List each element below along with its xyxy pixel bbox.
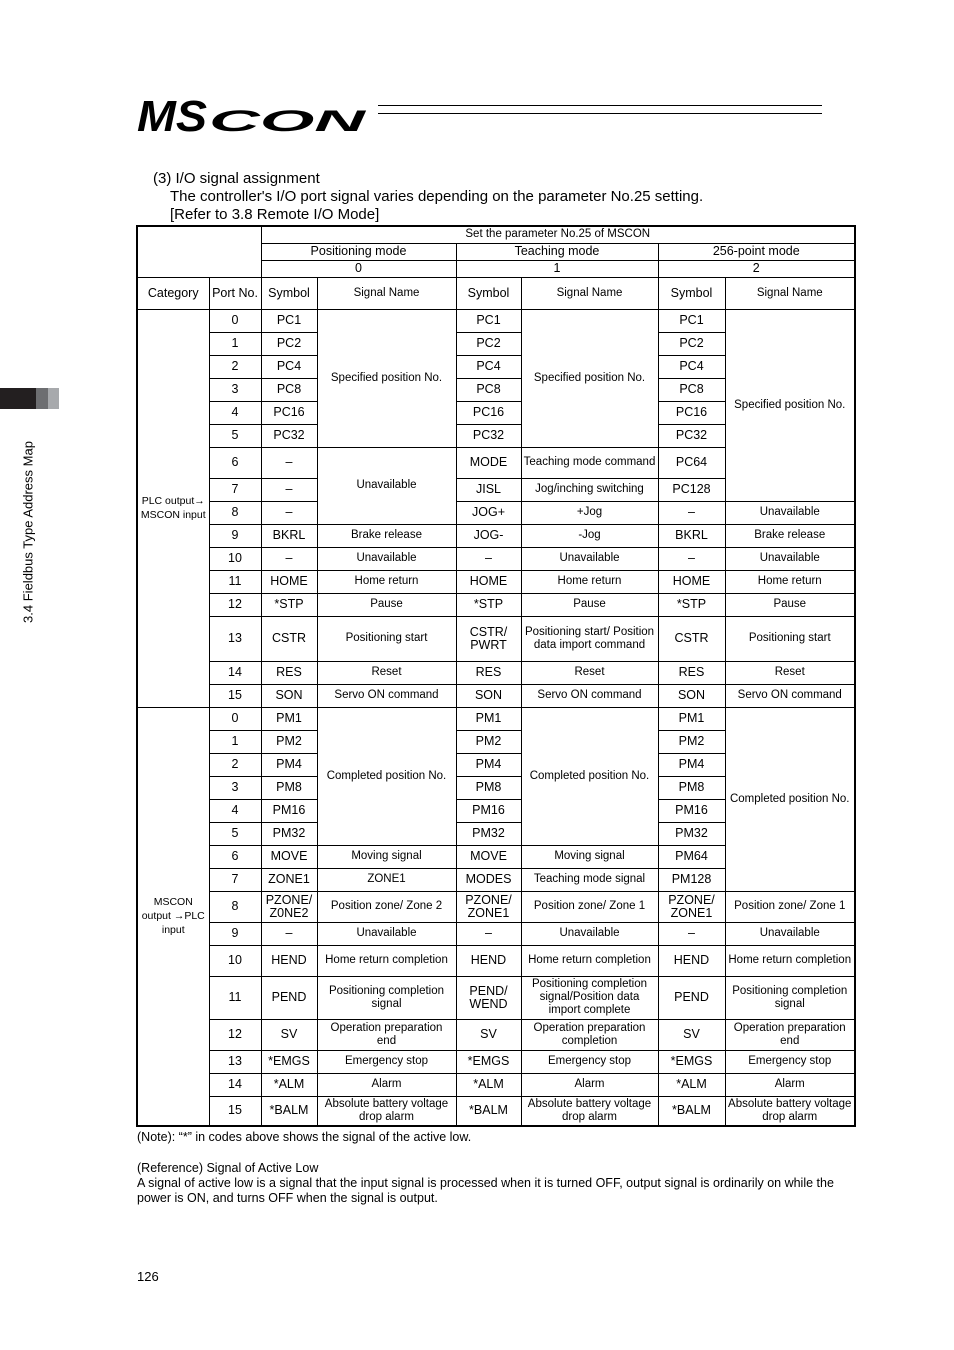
signal-name: Unavailable bbox=[317, 447, 456, 524]
table-row bbox=[137, 501, 855, 524]
signal-name: Positioning start bbox=[317, 616, 456, 661]
signal-name: Home return bbox=[317, 570, 456, 593]
symbol: SON bbox=[261, 684, 317, 707]
signal-name: Completed position No. bbox=[725, 707, 855, 891]
symbol: *ALM bbox=[456, 1073, 521, 1096]
symbol: PC16 bbox=[658, 401, 725, 424]
symbol: PM1 bbox=[658, 707, 725, 730]
blank-header-cell bbox=[137, 226, 261, 277]
signal-name: Home return completion bbox=[317, 945, 456, 976]
symbol: PM8 bbox=[456, 776, 521, 799]
header-signal: Signal Name bbox=[725, 277, 855, 309]
symbol: PM2 bbox=[456, 730, 521, 753]
mode-value: 1 bbox=[456, 260, 658, 277]
symbol: MOVE bbox=[261, 845, 317, 868]
table-row bbox=[137, 570, 855, 593]
symbol: *EMGS bbox=[261, 1050, 317, 1073]
mode-name: Teaching mode bbox=[456, 243, 658, 260]
symbol: PC32 bbox=[456, 424, 521, 447]
symbol: SV bbox=[261, 1019, 317, 1050]
signal-name: Specified position No. bbox=[725, 309, 855, 501]
port-number: 6 bbox=[209, 845, 261, 868]
reference-title: (Reference) Signal of Active Low bbox=[137, 1161, 319, 1175]
signal-name: Operation preparation end bbox=[725, 1019, 855, 1050]
symbol: PC8 bbox=[261, 378, 317, 401]
symbol: *EMGS bbox=[658, 1050, 725, 1073]
port-number: 4 bbox=[209, 799, 261, 822]
symbol: HEND bbox=[456, 945, 521, 976]
symbol: PM1 bbox=[261, 707, 317, 730]
header-rule-top bbox=[378, 105, 822, 106]
symbol: SV bbox=[658, 1019, 725, 1050]
signal-name: Unavailable bbox=[725, 501, 855, 524]
symbol: PC8 bbox=[658, 378, 725, 401]
chapter-tab bbox=[0, 388, 59, 409]
signal-name: Unavailable bbox=[317, 547, 456, 570]
signal-name: Teaching mode signal bbox=[521, 868, 658, 891]
symbol: PM2 bbox=[261, 730, 317, 753]
signal-name: Pause bbox=[521, 593, 658, 616]
port-number: 12 bbox=[209, 1019, 261, 1050]
symbol: *BALM bbox=[261, 1096, 317, 1126]
signal-name: Home return bbox=[521, 570, 658, 593]
symbol: PZONE/ Z0NE2 bbox=[261, 891, 317, 922]
symbol: – bbox=[456, 922, 521, 945]
signal-name: Position zone/ Zone 1 bbox=[521, 891, 658, 922]
table-row bbox=[137, 547, 855, 570]
signal-name: Jog/inching switching bbox=[521, 478, 658, 501]
symbol: *BALM bbox=[456, 1096, 521, 1126]
section-intro bbox=[153, 170, 703, 224]
port-number: 1 bbox=[209, 332, 261, 355]
header-symbol: Symbol bbox=[658, 277, 725, 309]
reference-body: A signal of active low is a signal that the input signal is processed when it is turned OFF, output signal is ordinarily on while the power is ON, and turns OFF when the signal is output. bbox=[137, 1176, 834, 1205]
signal-name: Positioning completion signal/Position data import complete bbox=[521, 976, 658, 1019]
signal-name: Home return completion bbox=[725, 945, 855, 976]
svg-text:CON: CON bbox=[209, 105, 369, 138]
symbol: BKRL bbox=[658, 524, 725, 547]
signal-name: Unavailable bbox=[521, 547, 658, 570]
symbol: JOG- bbox=[456, 524, 521, 547]
port-number: 14 bbox=[209, 1073, 261, 1096]
signal-name: Operation preparation end bbox=[317, 1019, 456, 1050]
mode-value: 0 bbox=[261, 260, 456, 277]
section-heading: (3) I/O signal assignment bbox=[153, 170, 320, 187]
symbol: – bbox=[261, 501, 317, 524]
symbol: *STP bbox=[456, 593, 521, 616]
signal-name: Position zone/ Zone 2 bbox=[317, 891, 456, 922]
signal-name: Reset bbox=[725, 661, 855, 684]
port-number: 5 bbox=[209, 424, 261, 447]
symbol: SON bbox=[456, 684, 521, 707]
symbol: *BALM bbox=[658, 1096, 725, 1126]
port-number: 15 bbox=[209, 1096, 261, 1126]
reference-block bbox=[137, 1161, 857, 1206]
port-number: 5 bbox=[209, 822, 261, 845]
table-row bbox=[137, 593, 855, 616]
table-row bbox=[137, 524, 855, 547]
svg-text:MS: MS bbox=[137, 93, 207, 141]
symbol: PM8 bbox=[658, 776, 725, 799]
symbol: PM32 bbox=[456, 822, 521, 845]
symbol: *STP bbox=[658, 593, 725, 616]
port-number: 13 bbox=[209, 616, 261, 661]
symbol: PC32 bbox=[658, 424, 725, 447]
symbol: PM32 bbox=[658, 822, 725, 845]
table-row bbox=[137, 707, 855, 730]
intro-text: The controller's I/O port signal varies depending on the parameter No.25 setting. bbox=[170, 188, 704, 205]
port-number: 9 bbox=[209, 922, 261, 945]
category-plc-output: PLC output→ MSCON input bbox=[137, 309, 209, 707]
symbol: RES bbox=[456, 661, 521, 684]
param-header: Set the parameter No.25 of MSCON bbox=[261, 226, 855, 243]
symbol: *STP bbox=[261, 593, 317, 616]
signal-name: Brake release bbox=[317, 524, 456, 547]
symbol: CSTR/ PWRT bbox=[456, 616, 521, 661]
symbol: – bbox=[658, 547, 725, 570]
intro-reference: [Refer to 3.8 Remote I/O Mode] bbox=[170, 206, 380, 223]
signal-name: Emergency stop bbox=[521, 1050, 658, 1073]
signal-name: Alarm bbox=[317, 1073, 456, 1096]
mode-value: 2 bbox=[658, 260, 855, 277]
symbol: PEND/ WEND bbox=[456, 976, 521, 1019]
signal-name: Completed position No. bbox=[317, 707, 456, 845]
symbol: RES bbox=[658, 661, 725, 684]
signal-name: Servo ON command bbox=[725, 684, 855, 707]
signal-name: Specified position No. bbox=[521, 309, 658, 447]
symbol: HEND bbox=[658, 945, 725, 976]
signal-name: Specified position No. bbox=[317, 309, 456, 447]
signal-name: Unavailable bbox=[317, 922, 456, 945]
header-row bbox=[137, 226, 855, 243]
symbol: PM4 bbox=[658, 753, 725, 776]
symbol: SON bbox=[658, 684, 725, 707]
symbol: JISL bbox=[456, 478, 521, 501]
symbol: – bbox=[658, 922, 725, 945]
symbol: – bbox=[261, 922, 317, 945]
signal-name: Servo ON command bbox=[521, 684, 658, 707]
symbol: – bbox=[261, 547, 317, 570]
symbol: PC32 bbox=[261, 424, 317, 447]
mode-name: Positioning mode bbox=[261, 243, 456, 260]
signal-name: Position zone/ Zone 1 bbox=[725, 891, 855, 922]
symbol: PC4 bbox=[261, 355, 317, 378]
signal-name: Teaching mode command bbox=[521, 447, 658, 478]
symbol: CSTR bbox=[261, 616, 317, 661]
header-symbol: Symbol bbox=[456, 277, 521, 309]
signal-name: Moving signal bbox=[317, 845, 456, 868]
symbol: HEND bbox=[261, 945, 317, 976]
signal-name: Reset bbox=[521, 661, 658, 684]
symbol: PEND bbox=[658, 976, 725, 1019]
signal-name: Absolute battery voltage drop alarm bbox=[521, 1096, 658, 1126]
symbol: PC8 bbox=[456, 378, 521, 401]
symbol: PC2 bbox=[261, 332, 317, 355]
symbol: PM16 bbox=[261, 799, 317, 822]
mode-name: 256-point mode bbox=[658, 243, 855, 260]
symbol: *EMGS bbox=[456, 1050, 521, 1073]
symbol: PM64 bbox=[658, 845, 725, 868]
table-row bbox=[137, 1019, 855, 1050]
symbol: PM128 bbox=[658, 868, 725, 891]
symbol: PC1 bbox=[261, 309, 317, 332]
port-number: 0 bbox=[209, 309, 261, 332]
port-number: 14 bbox=[209, 661, 261, 684]
symbol: PC1 bbox=[658, 309, 725, 332]
symbol: RES bbox=[261, 661, 317, 684]
port-number: 3 bbox=[209, 776, 261, 799]
header-signal: Signal Name bbox=[317, 277, 456, 309]
table-row bbox=[137, 661, 855, 684]
port-number: 2 bbox=[209, 355, 261, 378]
port-number: 7 bbox=[209, 478, 261, 501]
symbol: PC16 bbox=[261, 401, 317, 424]
table-row bbox=[137, 1050, 855, 1073]
table-row bbox=[137, 309, 855, 332]
symbol: PM16 bbox=[456, 799, 521, 822]
symbol: – bbox=[658, 501, 725, 524]
port-number: 12 bbox=[209, 593, 261, 616]
table-row bbox=[137, 922, 855, 945]
signal-name: Pause bbox=[725, 593, 855, 616]
signal-name: Absolute battery voltage drop alarm bbox=[317, 1096, 456, 1126]
header-row bbox=[137, 277, 855, 309]
symbol: PM32 bbox=[261, 822, 317, 845]
symbol: JOG+ bbox=[456, 501, 521, 524]
header-port: Port No. bbox=[209, 277, 261, 309]
signal-name: Completed position No. bbox=[521, 707, 658, 845]
symbol: PEND bbox=[261, 976, 317, 1019]
port-number: 13 bbox=[209, 1050, 261, 1073]
signal-name: Brake release bbox=[725, 524, 855, 547]
symbol: PM2 bbox=[658, 730, 725, 753]
port-number: 10 bbox=[209, 547, 261, 570]
port-number: 7 bbox=[209, 868, 261, 891]
symbol: PM16 bbox=[658, 799, 725, 822]
port-number: 9 bbox=[209, 524, 261, 547]
port-number: 2 bbox=[209, 753, 261, 776]
symbol: – bbox=[261, 447, 317, 478]
signal-name: Positioning start/ Position data import command bbox=[521, 616, 658, 661]
signal-name: Positioning completion signal bbox=[725, 976, 855, 1019]
header-rule-bottom bbox=[378, 113, 822, 114]
io-signal-table bbox=[136, 225, 856, 1127]
symbol: PC1 bbox=[456, 309, 521, 332]
port-number: 15 bbox=[209, 684, 261, 707]
signal-name: Absolute battery voltage drop alarm bbox=[725, 1096, 855, 1126]
port-number: 10 bbox=[209, 945, 261, 976]
note: (Note): “*” in codes above shows the signal of the active low. bbox=[137, 1130, 472, 1144]
signal-name: ZONE1 bbox=[317, 868, 456, 891]
symbol: PM4 bbox=[456, 753, 521, 776]
signal-name: Reset bbox=[317, 661, 456, 684]
signal-name: Servo ON command bbox=[317, 684, 456, 707]
symbol: *ALM bbox=[658, 1073, 725, 1096]
symbol: PC2 bbox=[456, 332, 521, 355]
symbol: PM8 bbox=[261, 776, 317, 799]
signal-name: Unavailable bbox=[521, 922, 658, 945]
table-row bbox=[137, 616, 855, 661]
table-row bbox=[137, 976, 855, 1019]
signal-name: +Jog bbox=[521, 501, 658, 524]
table-row bbox=[137, 1073, 855, 1096]
signal-name: Positioning start bbox=[725, 616, 855, 661]
symbol: PC128 bbox=[658, 478, 725, 501]
port-number: 1 bbox=[209, 730, 261, 753]
symbol: PM1 bbox=[456, 707, 521, 730]
signal-name: Unavailable bbox=[725, 922, 855, 945]
table-row bbox=[137, 1096, 855, 1126]
port-number: 6 bbox=[209, 447, 261, 478]
symbol: MOVE bbox=[456, 845, 521, 868]
symbol: PC2 bbox=[658, 332, 725, 355]
symbol: HOME bbox=[261, 570, 317, 593]
symbol: – bbox=[456, 547, 521, 570]
symbol: MODE bbox=[456, 447, 521, 478]
signal-name: Emergency stop bbox=[725, 1050, 855, 1073]
symbol: HOME bbox=[658, 570, 725, 593]
signal-name: Alarm bbox=[521, 1073, 658, 1096]
signal-name: Operation preparation completion bbox=[521, 1019, 658, 1050]
signal-name: Positioning completion signal bbox=[317, 976, 456, 1019]
header-category: Category bbox=[137, 277, 209, 309]
symbol: PZONE/ ZONE1 bbox=[456, 891, 521, 922]
symbol: BKRL bbox=[261, 524, 317, 547]
category-mscon-output: MSCON output →PLC input bbox=[137, 707, 209, 1126]
symbol: – bbox=[261, 478, 317, 501]
port-number: 4 bbox=[209, 401, 261, 424]
symbol: MODES bbox=[456, 868, 521, 891]
header-symbol: Symbol bbox=[261, 277, 317, 309]
port-number: 8 bbox=[209, 501, 261, 524]
symbol: PC16 bbox=[456, 401, 521, 424]
symbol: SV bbox=[456, 1019, 521, 1050]
port-number: 0 bbox=[209, 707, 261, 730]
symbol: PC4 bbox=[456, 355, 521, 378]
symbol: PC4 bbox=[658, 355, 725, 378]
header-signal: Signal Name bbox=[521, 277, 658, 309]
port-number: 3 bbox=[209, 378, 261, 401]
symbol: HOME bbox=[456, 570, 521, 593]
table-row bbox=[137, 684, 855, 707]
signal-name: Home return completion bbox=[521, 945, 658, 976]
table-row bbox=[137, 945, 855, 976]
side-chapter-label: 3.4 Fieldbus Type Address Map bbox=[20, 441, 36, 623]
signal-name: Pause bbox=[317, 593, 456, 616]
signal-name: -Jog bbox=[521, 524, 658, 547]
signal-name: Moving signal bbox=[521, 845, 658, 868]
symbol: *ALM bbox=[261, 1073, 317, 1096]
port-number: 11 bbox=[209, 570, 261, 593]
port-number: 8 bbox=[209, 891, 261, 922]
symbol: PC64 bbox=[658, 447, 725, 478]
page-number: 126 bbox=[137, 1269, 159, 1284]
mscon-logo bbox=[137, 93, 377, 141]
signal-name: Alarm bbox=[725, 1073, 855, 1096]
port-number: 11 bbox=[209, 976, 261, 1019]
symbol: CSTR bbox=[658, 616, 725, 661]
symbol: PM4 bbox=[261, 753, 317, 776]
signal-name: Emergency stop bbox=[317, 1050, 456, 1073]
table-row bbox=[137, 891, 855, 922]
signal-name: Home return bbox=[725, 570, 855, 593]
signal-name: Unavailable bbox=[725, 547, 855, 570]
symbol: PZONE/ ZONE1 bbox=[658, 891, 725, 922]
symbol: ZONE1 bbox=[261, 868, 317, 891]
